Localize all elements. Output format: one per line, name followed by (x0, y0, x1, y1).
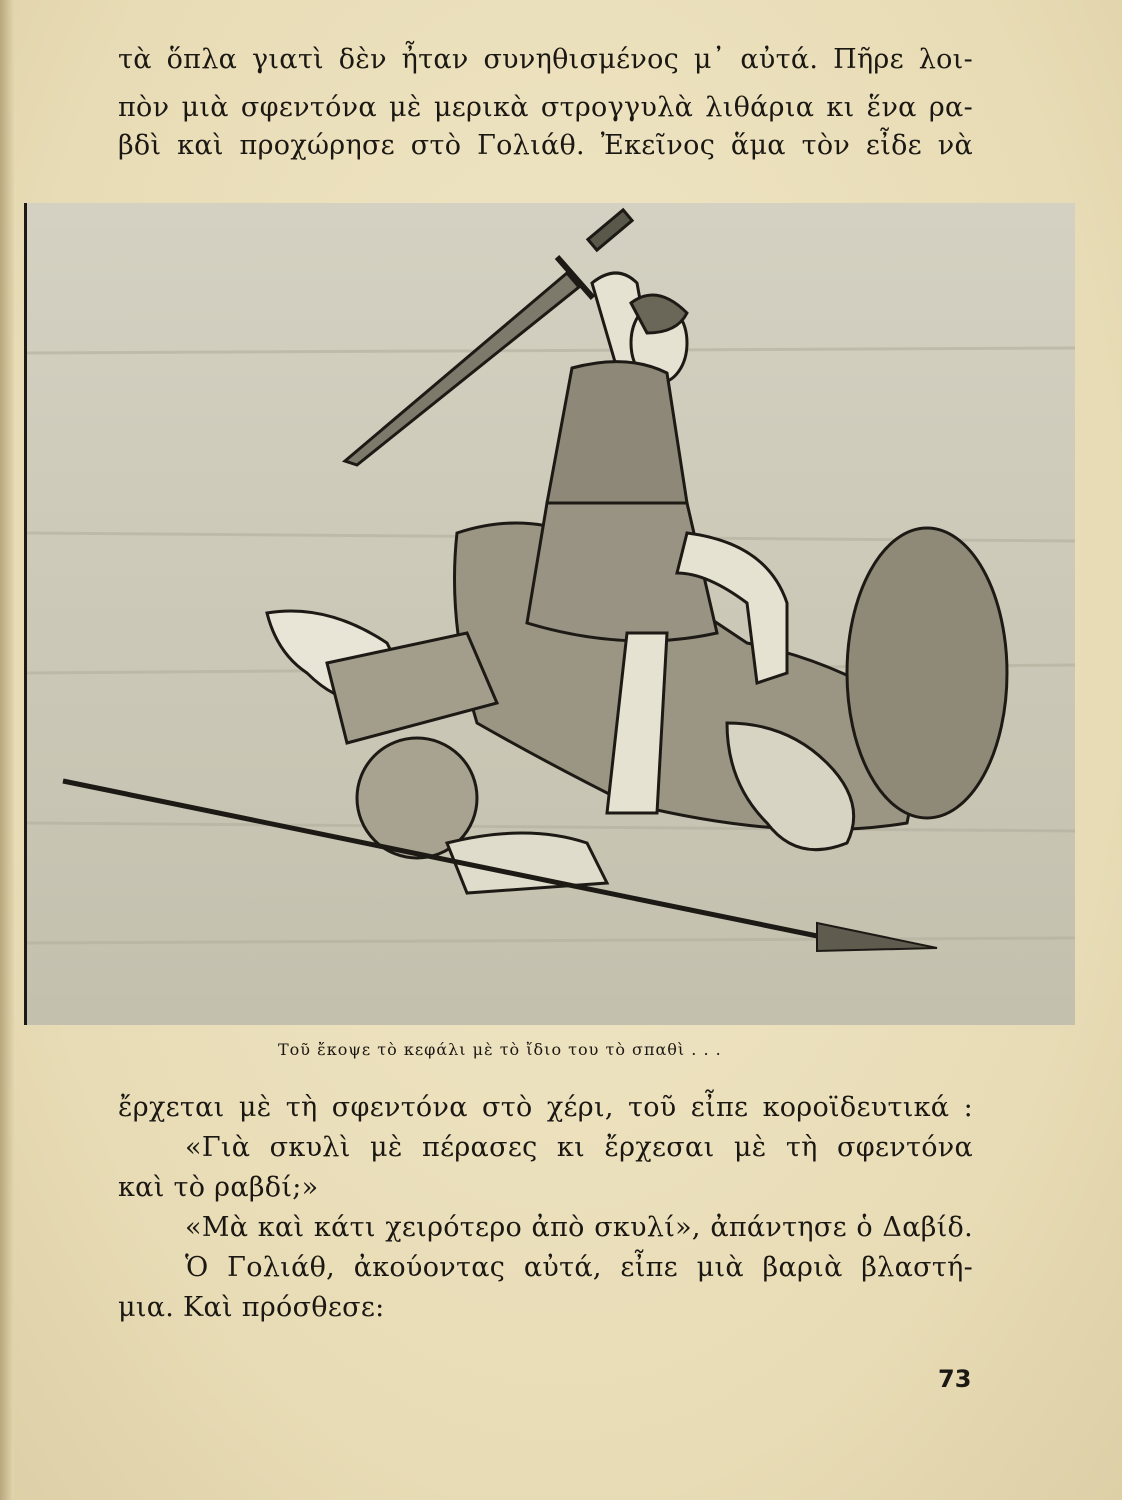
body-text-line: «Μὰ καὶ κάτι χειρότερο ἀπὸ σκυλί», ἀπάντησε ὁ Δαβίδ. (185, 1212, 973, 1243)
body-text-line: μια. Καὶ πρόσθεσε: (118, 1292, 385, 1323)
page-number: 73 (938, 1365, 972, 1393)
body-text-line: ἔρχεται μὲ τὴ σφεντόνα στὸ χέρι, τοῦ εἶπε κοροϊδευτικά : (118, 1092, 973, 1123)
body-text-line: πὸν μιὰ σφεντόνα μὲ μερικὰ στρογγυλὰ λιθάρια κι ἕνα ρα- (118, 92, 973, 123)
body-text-line: «Γιὰ σκυλὶ μὲ πέρασες κι ἔρχεσαι μὲ τὴ σφεντόνα (185, 1132, 973, 1163)
body-text-line: καὶ τὸ ραβδί;» (118, 1172, 319, 1203)
body-text-line: βδὶ καὶ προχώρησε στὸ Γολιάθ. Ἐκεῖνος ἅμα τὸν εἶδε νὰ (118, 130, 973, 161)
figure-caption: Τοῦ ἔκοψε τὸ κεφάλι μὲ τὸ ἴδιο του τὸ σπαθὶ . . . (278, 1040, 722, 1059)
body-text-line: τὰ ὅπλα γιατὶ δὲν ἦταν συνηθισμένος μ᾽ αὐτά. Πῆρε λοι- (118, 44, 973, 75)
page-gutter-shadow (0, 0, 14, 1500)
illustration-david-and-goliath (24, 203, 1075, 1025)
body-text-line: Ὁ Γολιάθ, ἀκούοντας αὐτά, εἶπε μιὰ βαριὰ βλαστή- (185, 1252, 973, 1283)
